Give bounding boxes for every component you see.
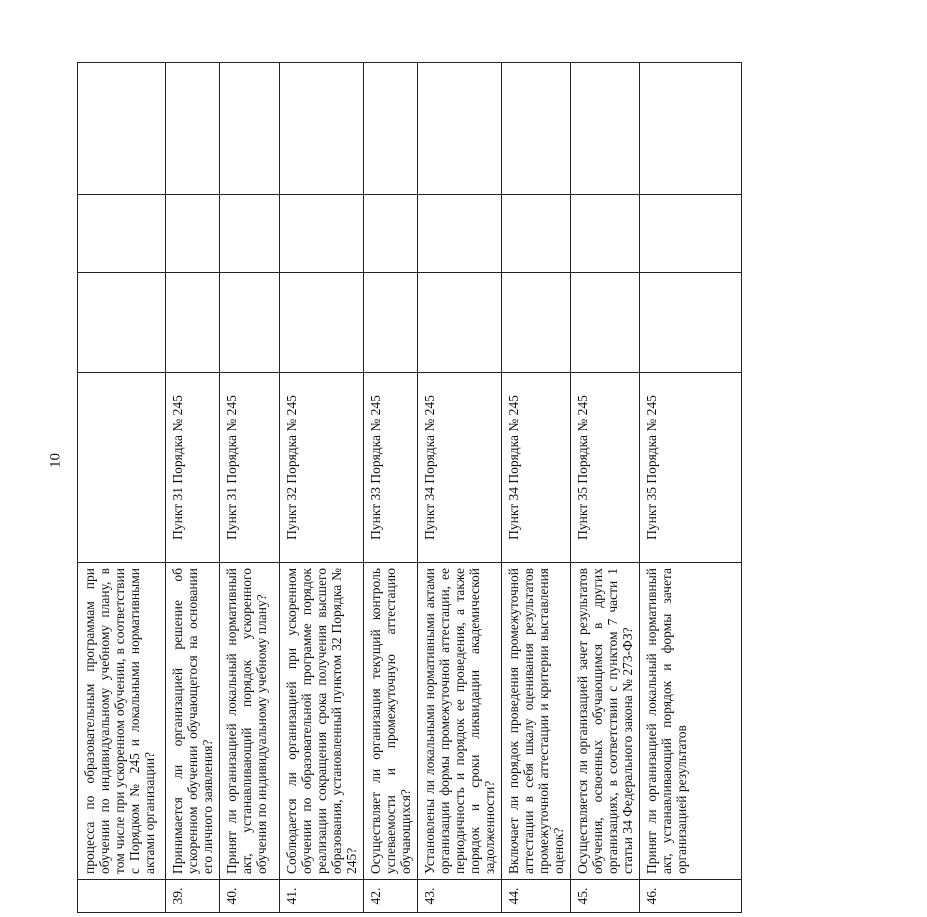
answer-cell	[418, 195, 502, 273]
question-cell: Включает ли порядок проведения промежуточной аттестации в себя шкалу оценивания результатов промежуточной аттестации и критерии выставления оценок?	[502, 563, 571, 880]
reference-cell: Пункт 31 Порядка № 245	[166, 373, 220, 563]
answer-cell	[640, 195, 742, 273]
question-cell: Соблюдается ли организацией при ускоренном обучении по образовательной программе порядок реализации сокращения срока получения высшего образования, установленный пунктом 32 Порядка № 245?	[280, 563, 364, 880]
note-cell	[640, 63, 742, 195]
answer-cell	[78, 195, 166, 273]
answer-cell	[364, 195, 418, 273]
rotated-table-wrapper	[77, 323, 927, 913]
answer-cell	[571, 195, 640, 273]
answer-cell	[640, 273, 742, 373]
row-number: 45.	[571, 880, 640, 913]
question-cell: Осуществляет ли организация текущий контроль успеваемости и промежуточную аттестацию обучающихся?	[364, 563, 418, 880]
table-row	[220, 63, 280, 913]
reference-cell: Пункт 31 Порядка № 245	[220, 373, 280, 563]
reference-cell: Пункт 32 Порядка № 245	[280, 373, 364, 563]
note-cell	[364, 63, 418, 195]
reference-cell: Пункт 34 Порядка № 245	[418, 373, 502, 563]
question-cell: Осуществляется ли организацией зачет результатов обучения, освоенных обучающимся в других организациях, в соответствии с пунктом 7 части 1 статьи 34 Федерального закона № 273-ФЗ?	[571, 563, 640, 880]
answer-cell	[418, 273, 502, 373]
answer-cell	[166, 273, 220, 373]
table-row	[418, 63, 502, 913]
row-number: 39.	[166, 880, 220, 913]
row-number: 44.	[502, 880, 571, 913]
table-row	[364, 63, 418, 913]
question-cell: процесса по образовательным программам при обучении по индивидуальному учебному плану, в том числе при ускоренном обучении, в соответствии с Порядком № 245 и локальными нормативными актами организации?	[78, 563, 166, 880]
answer-cell	[220, 195, 280, 273]
note-cell	[502, 63, 571, 195]
table-row	[166, 63, 220, 913]
checklist-table	[77, 62, 742, 913]
answer-cell	[280, 195, 364, 273]
answer-cell	[166, 195, 220, 273]
note-cell	[220, 63, 280, 195]
page-number: 10	[47, 453, 64, 468]
table-row	[640, 63, 742, 913]
row-number: 41.	[280, 880, 364, 913]
table-row	[78, 63, 166, 913]
reference-cell	[78, 373, 166, 563]
answer-cell	[280, 273, 364, 373]
table-row	[280, 63, 364, 913]
question-cell: Принят ли организацией локальный нормативный акт, устанавливающий порядок и формы зачета организацией результатов	[640, 563, 742, 880]
reference-cell: Пункт 34 Порядка № 245	[502, 373, 571, 563]
answer-cell	[502, 195, 571, 273]
question-cell: Принимается ли организацией решение об ускоренном обучении обучающегося на основании его личного заявления?	[166, 563, 220, 880]
answer-cell	[78, 273, 166, 373]
question-cell: Принят ли организацией локальный нормативный акт, устанавливающий порядок ускоренного обучения по индивидуальному учебному плану?	[220, 563, 280, 880]
table-row	[571, 63, 640, 913]
answer-cell	[220, 273, 280, 373]
reference-cell: Пункт 35 Порядка № 245	[571, 373, 640, 563]
note-cell	[418, 63, 502, 195]
question-cell: Установлены ли локальными нормативными актами организации формы промежуточной аттестации, ее периодичность и порядок ее проведения, а также порядок и сроки ликвидации академической задолженности?	[418, 563, 502, 880]
table-row	[502, 63, 571, 913]
answer-cell	[364, 273, 418, 373]
answer-cell	[571, 273, 640, 373]
answer-cell	[502, 273, 571, 373]
reference-cell: Пункт 35 Порядка № 245	[640, 373, 742, 563]
row-number: 40.	[220, 880, 280, 913]
note-cell	[78, 63, 166, 195]
row-number	[78, 880, 166, 913]
row-number: 43.	[418, 880, 502, 913]
note-cell	[166, 63, 220, 195]
note-cell	[571, 63, 640, 195]
reference-cell: Пункт 33 Порядка № 245	[364, 373, 418, 563]
note-cell	[280, 63, 364, 195]
row-number: 42.	[364, 880, 418, 913]
row-number: 46.	[640, 880, 742, 913]
